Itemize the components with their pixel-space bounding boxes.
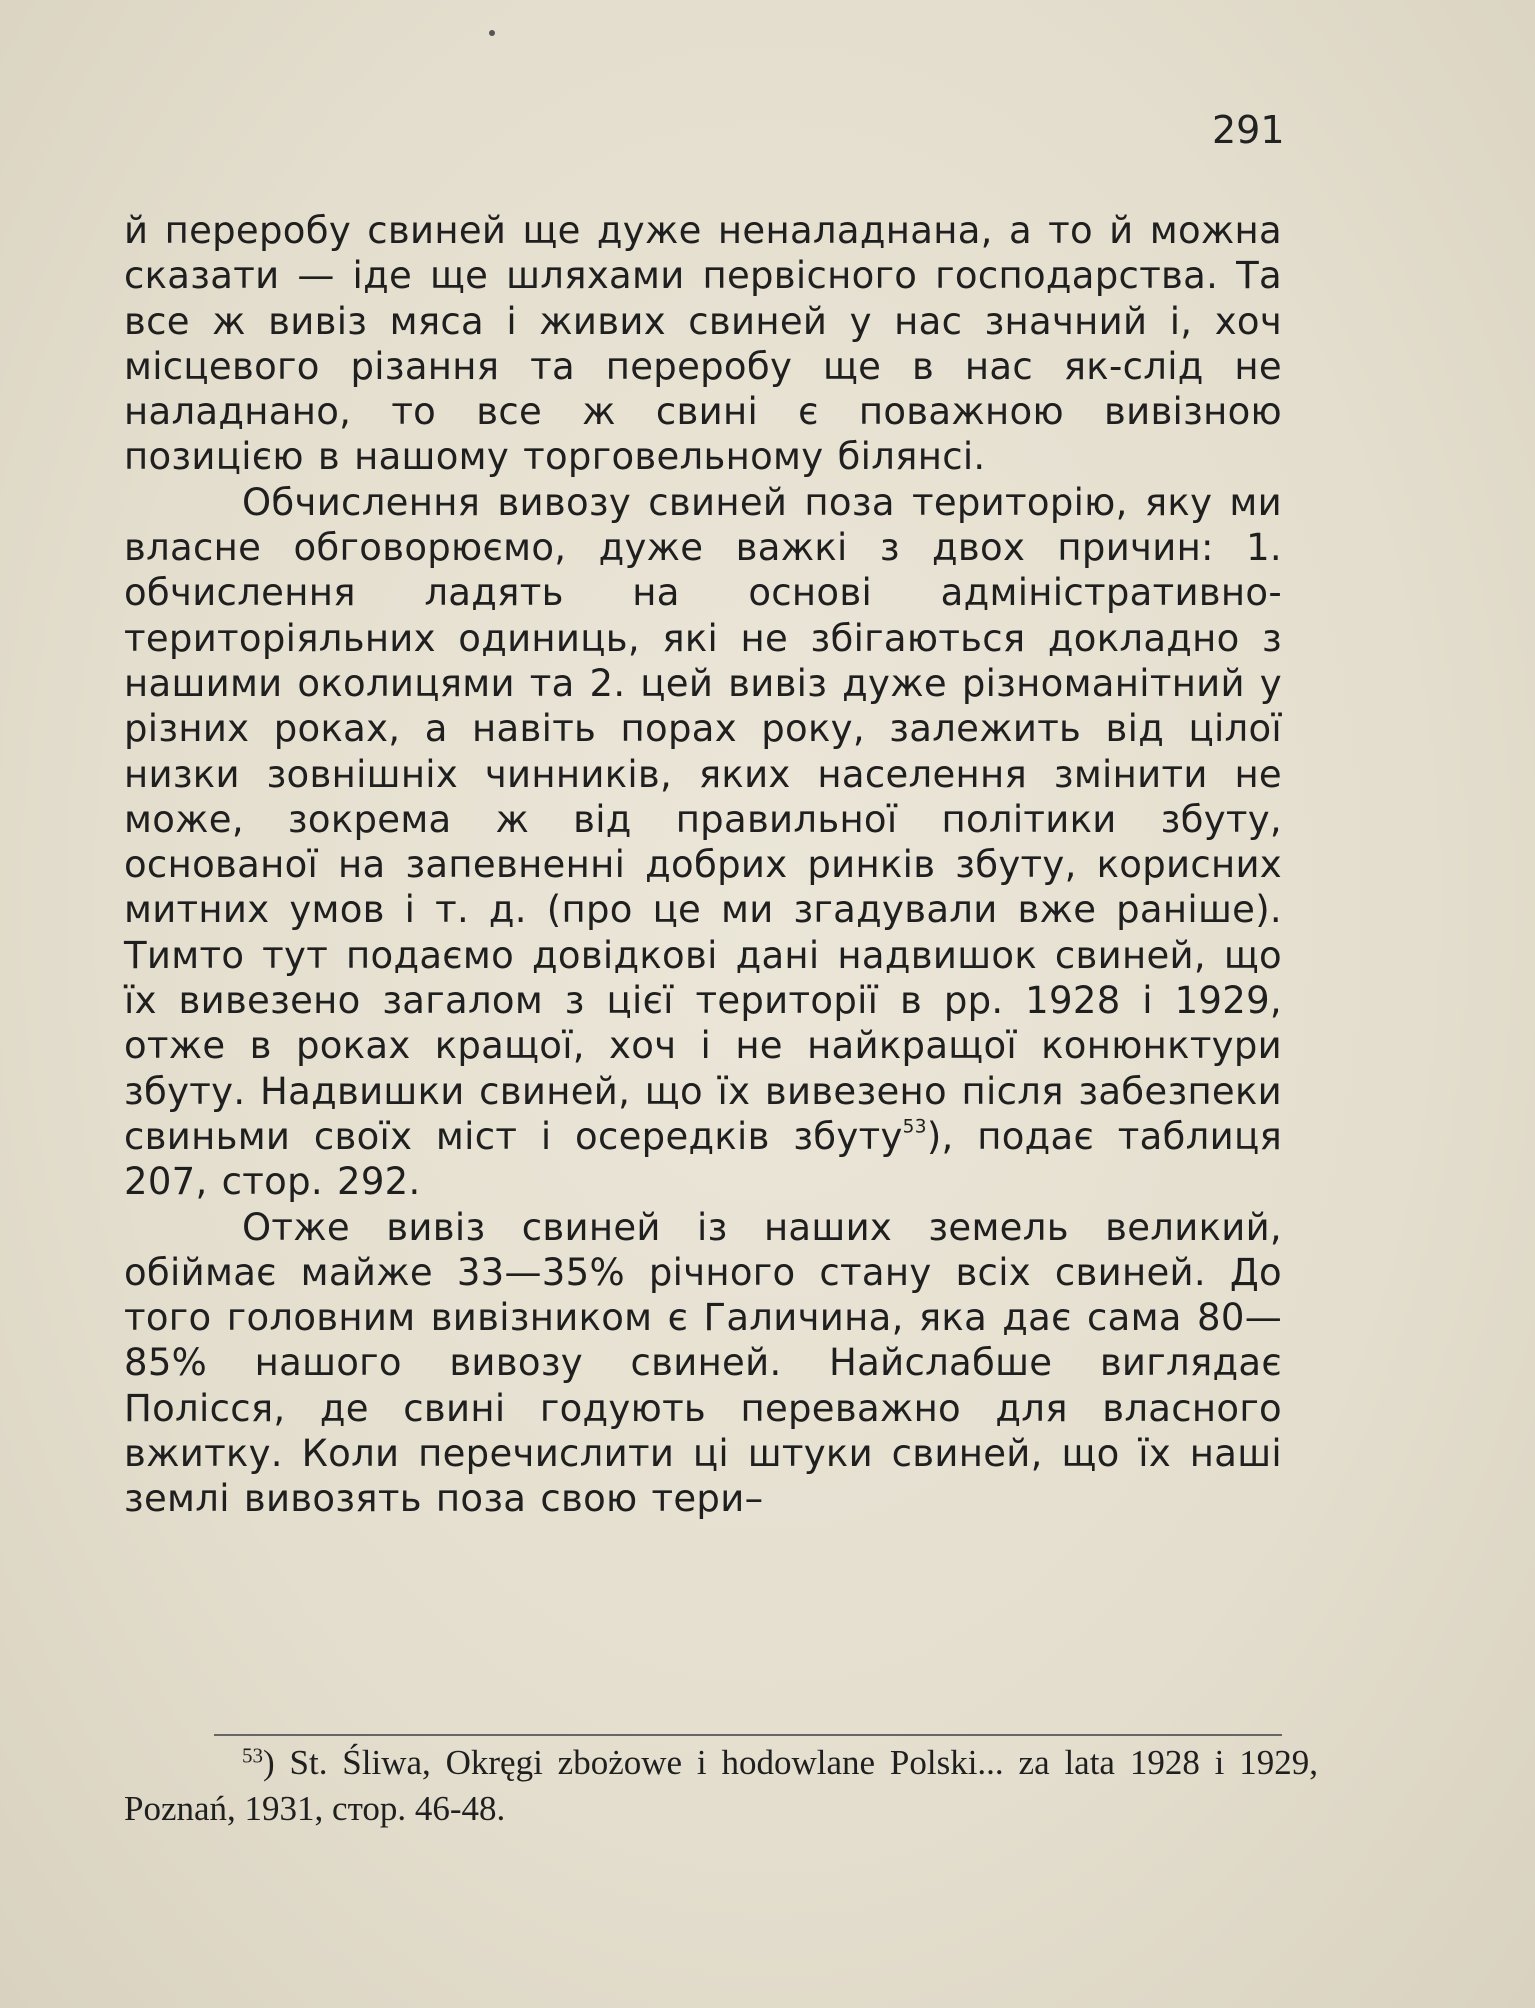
main-text: [124, 208, 1282, 1522]
footnote-text: ) St. Śliwa, Okręgi zbożowe i hodowlane Polski... za lata 1928 i 1929, Poznań, 1931, стор. 46-48.: [124, 1743, 1318, 1828]
footnote-mark: 53: [242, 1743, 263, 1768]
footnote-divider: [214, 1734, 1282, 1736]
paragraph-1: й переробу свиней ще дуже неналаднана, а то й можна сказати — іде ще шляхами первісного господарства. Та все ж вивіз мяса і живих свиней у нас значний і, хоч місцевого різання та переробу ще в нас як-слід не наладнано, то все ж свині є поважною вивізною позицією в нашому торговельному білянсі.: [124, 209, 1282, 479]
footnote-reference[interactable]: 53: [902, 1116, 927, 1138]
ink-speck: [489, 30, 495, 36]
page-number: 291: [1212, 108, 1285, 152]
paragraph-2-text-start: Обчислення вивозу свиней поза територію, яку ми власне обговорюємо, дуже важкі з двох причин: 1. обчислення ладять на основі адміністративно-територіяльних одиниць, які не збігаються докладно з нашими околицями та 2. цей вивіз дуже різноманітний у різних роках, а навіть порах року, залежить від цілої низки зовнішніх чинників, яких населення змінити не може, зокрема ж від правильної політики збуту, основаної на запевненні добрих ринків збуту, корисних митних умов і т. д. (про це ми згадували вже раніше). Тимто тут подаємо довідкові дані надвишок свиней, що їх вивезено загалом з цієї території в рр. 1928 і 1929, отже в роках кращої, хоч і не найкращої конюнктури збуту. Надвишки свиней, що їх вивезено після забезпеки свиньми своїх міст і осередків збуту: [124, 480, 1282, 1158]
paragraph-2: [124, 480, 1282, 1205]
footnote: [124, 1740, 1318, 1832]
paragraph-3: Отже вивіз свиней із наших земель великий, обіймає майже 33—35% річного стану всіх свиней. До того головним вивізником є Галичина, яка дає сама 80—85% нашого вивозу свиней. Найслабше виглядає Полісся, де свині годують переважно для власного вжитку. Коли перечислити ці штуки свиней, що їх наші землі вивозять поза свою тери–: [124, 1205, 1282, 1521]
paragraph-2-text-end: ), подає таблиця 207, стор. 292.: [124, 1114, 1282, 1204]
